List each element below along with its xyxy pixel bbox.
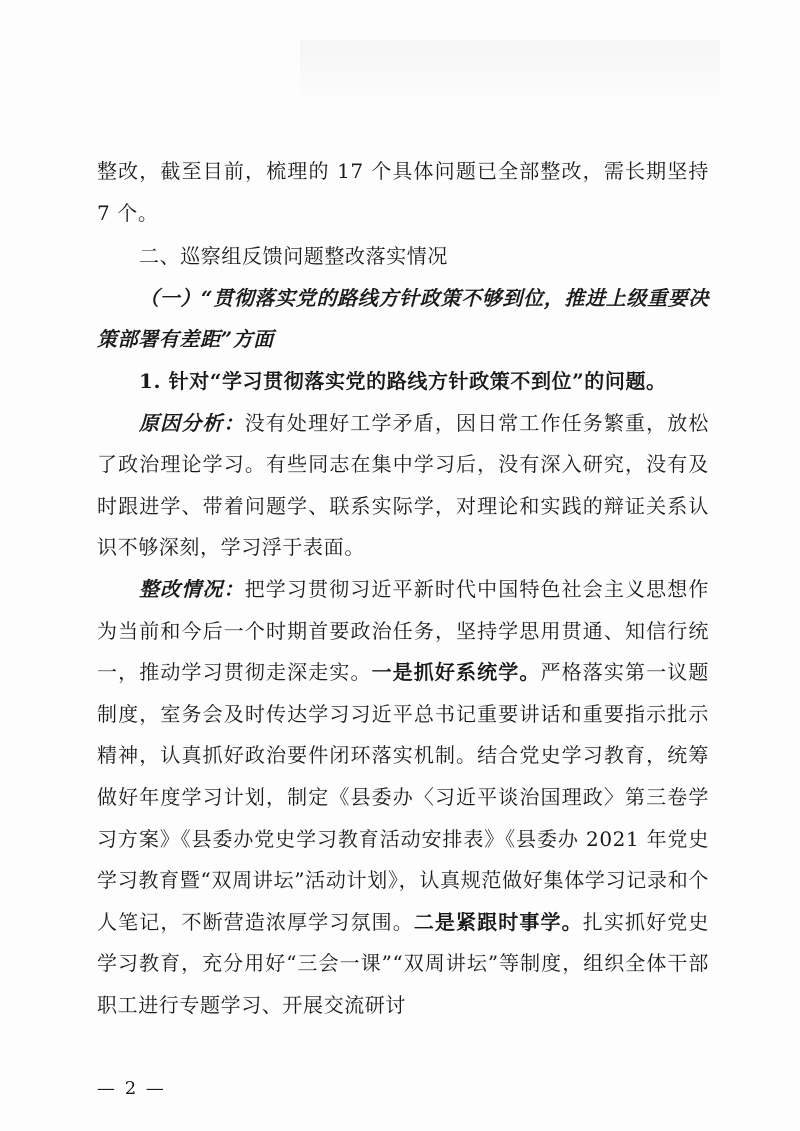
rectify-text-c: 扎实抓好党史学习教育，充分用好“三会一课”“双周讲坛”等制度，组织全体干部职工进行专题学习、开展交流研讨 xyxy=(97,909,709,1017)
rectify-text-b: 严格落实第一议题制度，室务会及时传达学习习近平总书记重要讲话和重要指示批示精神，认真抓好政治要件闭环落实机制。结合党史学习教育，统筹做好年度学习计划，制定《县委办〈习近平谈治国理政〉第三卷学习方案》《县委办党史学习教育活动安排表》《县委办 2021 年党史学习教育暨“双周讲坛”活动计划》，认真规范做好集体学习记录和个人笔记，不断营造浓厚学习氛围。 xyxy=(97,660,709,934)
cause-analysis-paragraph xyxy=(97,403,709,569)
scan-shadow xyxy=(300,40,720,110)
document-body xyxy=(97,151,709,1026)
rectify-point-1: 一是抓好系统学。 xyxy=(371,660,541,685)
page-number: — 2 — xyxy=(97,1078,166,1099)
rectify-label: 整改情况： xyxy=(139,576,245,601)
rectify-text-a: 把学习贯彻习近平新时代中国特色社会主义思想作为当前和今后一个时期首要政治任务，坚持学思用贯通、知信行统一，推动学习贯彻走深走实。 xyxy=(97,576,709,685)
rectify-point-2: 二是紧跟时事学。 xyxy=(413,909,583,934)
section-heading: 二、巡察组反馈问题整改落实情况 xyxy=(139,244,448,269)
cause-text: 没有处理好工学矛盾，因日常工作任务繁重，放松了政治理论学习。有些同志在集中学习后，没有深入研究，没有及时跟进学、带着问题学、联系实际学，对理论和实践的辩证关系认识不够深刻，学习浮于表面。 xyxy=(97,410,709,560)
paragraph-continuation: 整改，截至目前，梳理的 17 个具体问题已全部整改，需长期坚持 7 个。 xyxy=(97,159,709,225)
cause-label: 原因分析： xyxy=(139,410,245,435)
subsection-heading: （一）“贯彻落实党的路线方针政策不够到位，推进上级重要决策部署有差距”方面 xyxy=(97,285,709,352)
item-heading: 1. 针对“学习贯彻落实党的路线方针政策不到位”的问题。 xyxy=(139,368,667,393)
rectification-paragraph xyxy=(97,569,709,1027)
